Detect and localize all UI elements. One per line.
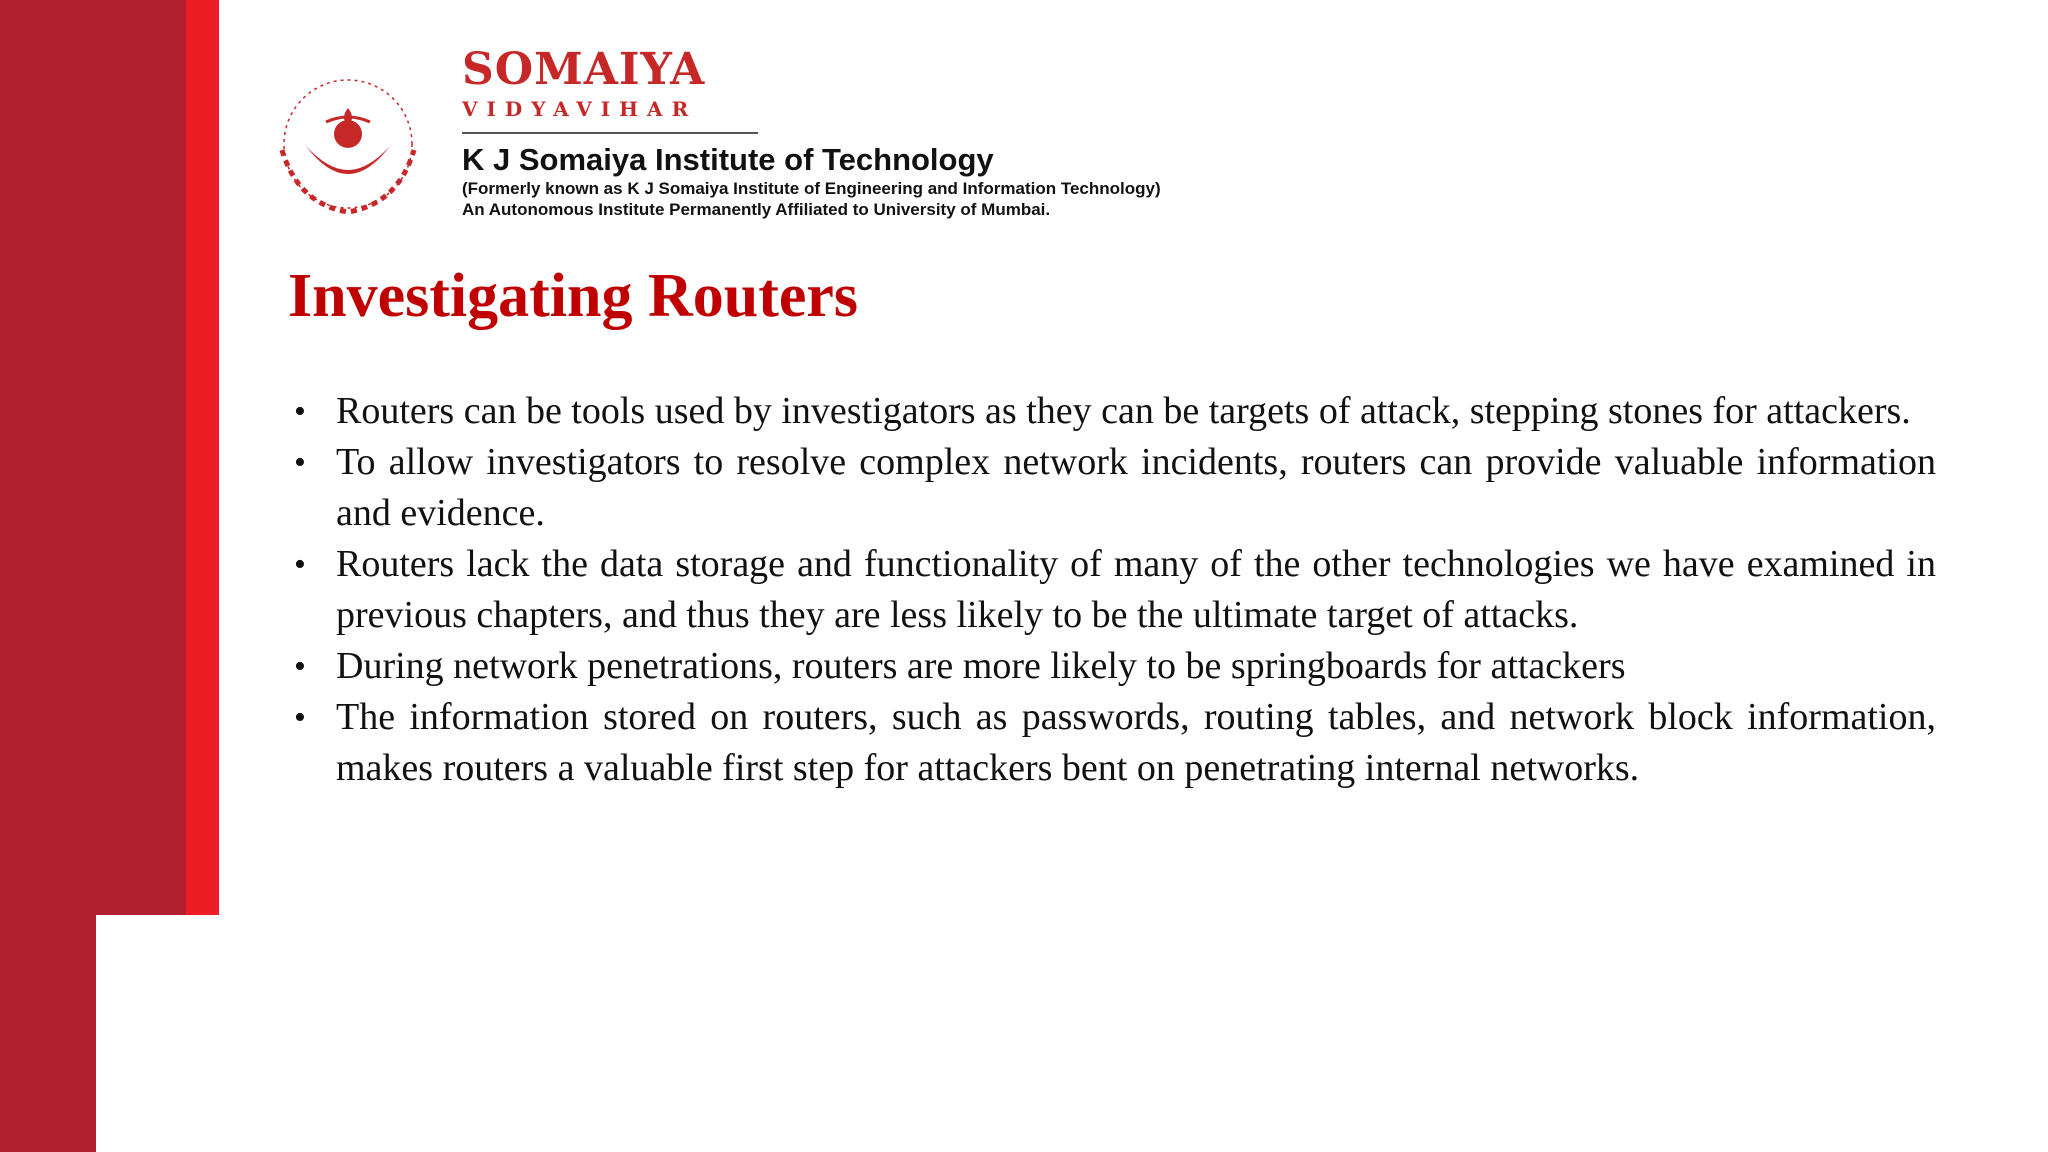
bullet-marker: • — [294, 444, 306, 481]
brand-wordmark — [462, 44, 758, 134]
institute-name: K J Somaiya Institute of Technology — [462, 142, 994, 177]
bullet-text: Routers can be tools used by investigators as they can be targets of attack, stepping stones for attackers. — [336, 390, 1911, 432]
left-accent-bar-dark — [0, 0, 96, 1152]
brand-subtitle: VIDYAVIHAR — [462, 97, 698, 121]
bullet-item — [294, 539, 1936, 641]
bullet-item — [294, 386, 1936, 437]
institute-info — [462, 142, 1161, 220]
somaiya-emblem-logo — [268, 72, 428, 222]
bullet-marker: • — [294, 393, 306, 430]
bullet-text: Routers lack the data storage and functionality of many of the other technologies we have examined in previous chapters, and thus they are less likely to be the ultimate target of attacks. — [336, 543, 1936, 636]
left-accent-bar-bright — [186, 0, 219, 915]
bullet-marker: • — [294, 699, 306, 736]
bullet-marker: • — [294, 648, 306, 685]
slide-title: Investigating Routers — [288, 262, 859, 330]
bullet-text: To allow investigators to resolve complex network incidents, routers can provide valuable information and evidence. — [336, 441, 1936, 534]
bullet-text: During network penetrations, routers are more likely to be springboards for attackers — [336, 645, 1626, 687]
bullet-text: The information stored on routers, such as passwords, routing tables, and network block information, makes routers a valuable first step for attackers bent on penetrating internal networks. — [336, 696, 1936, 789]
institute-affiliation: An Autonomous Institute Permanently Affiliated to University of Mumbai. — [462, 200, 1051, 219]
brand-name: SOMAIYA — [462, 44, 706, 95]
bullet-marker: • — [294, 546, 306, 583]
bullet-item — [294, 692, 1936, 794]
brand-divider — [462, 132, 758, 134]
bullet-list — [294, 386, 1936, 794]
bullet-item — [294, 641, 1936, 692]
left-accent-bar-dark-upper — [96, 0, 186, 915]
institute-former-name: (Formerly known as K J Somaiya Institute of Engineering and Information Technology) — [462, 179, 1161, 198]
bullet-item — [294, 437, 1936, 539]
